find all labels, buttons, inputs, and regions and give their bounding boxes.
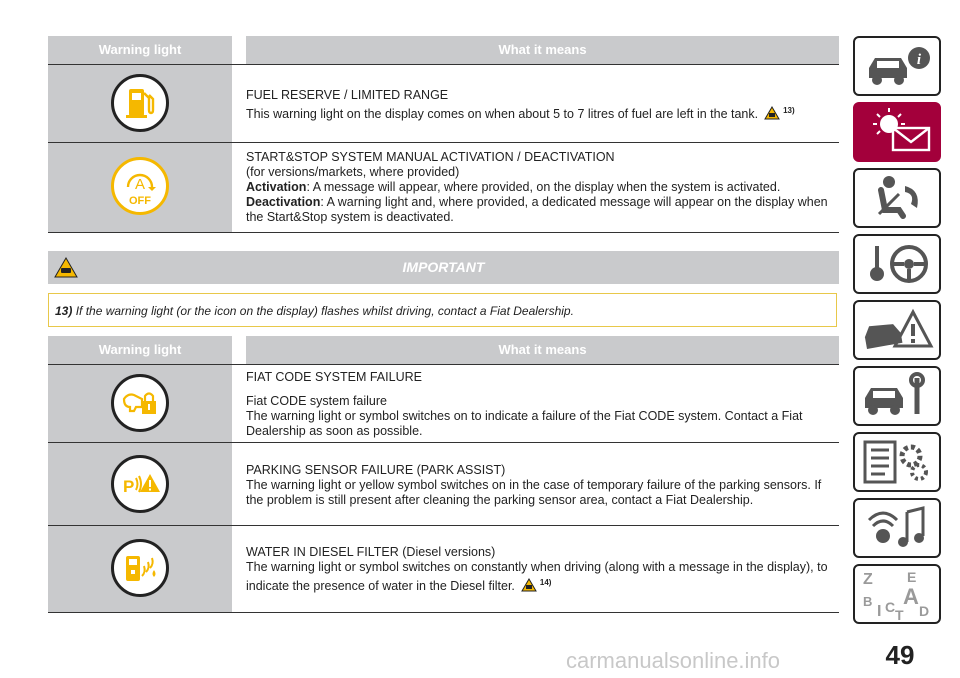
fiat-code-title: FIAT CODE SYSTEM FAILURE	[246, 370, 422, 384]
start-stop-title: START&STOP SYSTEM MANUAL ACTIVATION / DEACTIVATION	[246, 150, 615, 164]
fuel-reserve-description	[246, 88, 836, 124]
warning-triangle-icon	[764, 106, 780, 124]
table-row-icon-cell	[48, 143, 232, 232]
fuel-reserve-text: This warning light on the display comes on when about 5 to 7 litres of fuel are left in the tank.	[246, 107, 759, 122]
start-stop-subtitle: (for versions/markets, where provided)	[246, 165, 460, 179]
table-row-icon-cell	[48, 65, 232, 142]
side-tab-warning-lights[interactable]	[853, 102, 941, 162]
svg-text:i: i	[916, 52, 922, 68]
svg-text:OFF: OFF	[129, 195, 151, 207]
warning-lights-icon	[855, 104, 939, 160]
side-tab-safety[interactable]	[853, 168, 941, 228]
col-warning-light-header: Warning light	[98, 42, 182, 57]
important-title: IMPORTANT	[402, 259, 485, 275]
svg-text:E: E	[907, 569, 917, 585]
watermark: carmanualsonline.info	[566, 648, 781, 673]
activation-label: Activation	[246, 180, 307, 194]
steering-key-icon	[855, 236, 939, 292]
svg-text:Z: Z	[863, 571, 873, 588]
key-lock-icon	[111, 374, 169, 432]
maintenance-icon	[855, 368, 939, 424]
fiat-code-subtitle: Fiat CODE system failure	[246, 394, 388, 408]
deactivation-label: Deactivation	[246, 195, 321, 209]
svg-text:A: A	[134, 176, 146, 193]
important-banner	[48, 251, 839, 284]
park-assist-title: PARKING SENSOR FAILURE (PARK ASSIST)	[246, 463, 506, 477]
table-row-icon-cell	[48, 526, 232, 612]
col-warning-light-header: Warning light	[98, 342, 182, 357]
a-off-icon	[111, 157, 169, 215]
fiat-code-text: The warning light or symbol switches on to indicate a failure of the Fiat CODE system. Contact a Fiat Dealership as soon as possible.	[246, 409, 803, 438]
footnote-ref[interactable]: 13)	[783, 106, 795, 115]
start-stop-description	[246, 150, 836, 225]
col-meaning-header: What it means	[498, 42, 587, 57]
side-tab-maintenance[interactable]	[853, 366, 941, 426]
park-assist-text: The warning light or yellow symbol switches on in the case of temporary failure of the parking sensors. If the problem is still present after cleaning the parking sensor area, contact a Fiat Dealership.	[246, 478, 822, 507]
deactivation-text: : A warning light and, where provided, a dedicated message will appear on the display when the Start&Stop system is deactivated.	[246, 195, 828, 224]
col-meaning-header: What it means	[498, 342, 587, 357]
footnote-ref[interactable]: 14)	[539, 578, 552, 587]
side-tab-index[interactable]	[853, 564, 941, 624]
svg-text:I: I	[877, 603, 882, 620]
fuel-reserve-title: FUEL RESERVE / LIMITED RANGE	[246, 88, 449, 102]
svg-text:D: D	[919, 603, 930, 619]
table-row-icon-cell	[48, 365, 232, 442]
side-tab-starting-driving[interactable]	[853, 234, 941, 294]
important-note	[48, 293, 837, 327]
table1-header	[48, 36, 839, 64]
note-text: If the warning light (or the icon on the display) flashes whilst driving, contact a Fiat Dealership.	[75, 304, 574, 318]
warning-triangle-icon	[521, 578, 537, 596]
svg-text:T: T	[895, 607, 904, 622]
water-in-diesel-title: WATER IN DIESEL FILTER (Diesel versions)	[246, 545, 496, 559]
park-assist-icon	[111, 455, 169, 513]
table2-header	[48, 336, 839, 364]
side-tab-multimedia[interactable]	[853, 498, 941, 558]
safety-seat-icon	[855, 170, 939, 226]
technical-data-icon	[855, 434, 939, 490]
page-number: 49	[885, 640, 915, 670]
fuel-pump-icon	[111, 74, 169, 132]
table-row-icon-cell	[48, 443, 232, 525]
side-tab-technical-data[interactable]	[853, 432, 941, 492]
side-tab-emergency[interactable]	[853, 300, 941, 360]
side-tab-car-info[interactable]	[853, 36, 941, 96]
note-number: 13)	[55, 304, 73, 318]
water-in-diesel-icon	[111, 539, 169, 597]
water-in-diesel-description	[246, 545, 836, 596]
svg-text:P: P	[123, 477, 135, 496]
svg-text:C: C	[885, 599, 896, 615]
fiat-code-description	[246, 370, 836, 439]
svg-text:B: B	[863, 594, 873, 609]
activation-text: : A message will appear, where provided, on the display when the system is activated.	[306, 180, 781, 194]
breakdown-icon	[855, 302, 939, 358]
index-icon	[855, 566, 939, 622]
multimedia-icon	[855, 500, 939, 556]
park-assist-description	[246, 463, 836, 508]
water-in-diesel-text: The warning light or symbol switches on constantly when driving (along with a message in the display), to indicate the presence of water in the Diesel filter.	[246, 560, 828, 594]
car-info-icon	[855, 38, 939, 94]
svg-text:A: A	[903, 584, 919, 609]
